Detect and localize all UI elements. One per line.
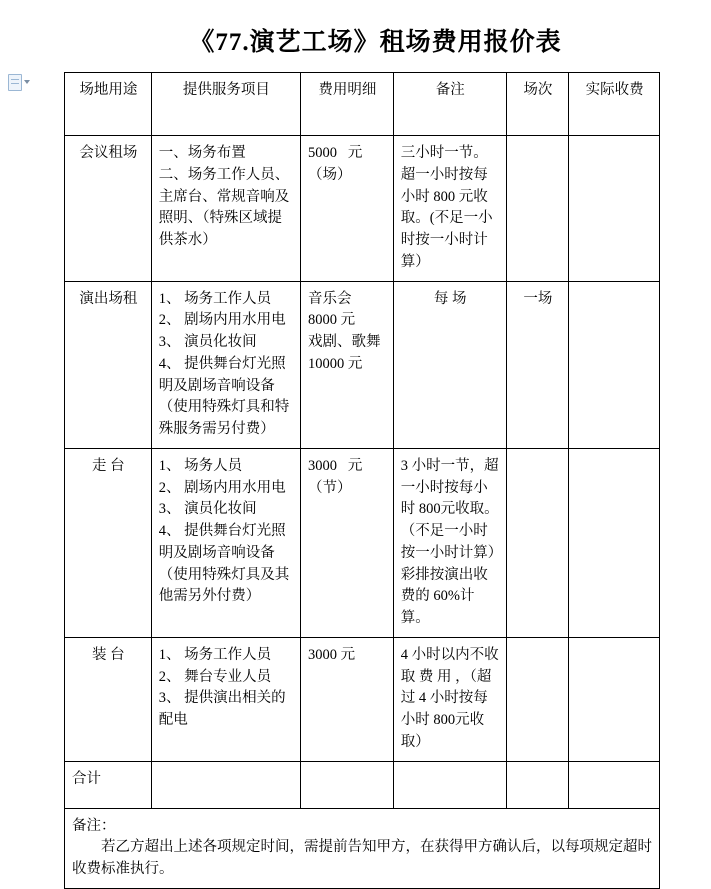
cell-remark (393, 448, 506, 637)
service-line: 2、 舞台专业人员 (158, 668, 272, 685)
cell-services (151, 448, 300, 637)
cell-sessions: 一场 (506, 281, 569, 448)
cell-actual (569, 637, 660, 761)
service-line: 4、 提供舞台灯光照明及剧场音响设备（使用特殊灯具和特殊服务需另付费） (158, 355, 290, 437)
table-row (65, 637, 660, 761)
column-header-services: 提供服务项目 (151, 73, 300, 136)
fee-line: 5000 元 (307, 145, 363, 161)
fee-line: （节） (307, 479, 352, 496)
cell-actual (569, 448, 660, 637)
service-line: 3、 提供演出相关的配电 (158, 690, 286, 728)
fee-line: 戏剧、歌舞 (307, 334, 381, 350)
fee-line: 8000 元 (307, 312, 356, 329)
service-line: 二、场务工作人员、主席台、常规音响及照明、（特殊区域提供茶水） (158, 166, 290, 248)
table-total-row (65, 761, 660, 808)
column-header-sessions: 场次 (506, 73, 569, 136)
page-title: 《77.演艺工场》租场费用报价表 (189, 29, 562, 56)
service-line: 1、 场务工作人员 (158, 290, 272, 307)
cell-sessions (506, 136, 569, 282)
remark-line: 三小时一节。超一小时按每小时 800 元收取。(不足一小时按一小时计算） (400, 145, 493, 270)
table-header-row (65, 73, 660, 136)
total-actual (569, 761, 660, 808)
quote-table (64, 72, 660, 889)
cell-remark (393, 136, 506, 282)
cell-usage: 走 台 (65, 448, 152, 637)
document-outline-icon[interactable] (8, 74, 30, 90)
cell-sessions (506, 637, 569, 761)
column-header-remark: 备注 (393, 73, 506, 136)
cell-sessions (506, 448, 569, 637)
cell-usage: 会议租场 (65, 136, 152, 282)
cell-actual (569, 281, 660, 448)
table-row (65, 136, 660, 282)
total-label: 合计 (65, 761, 152, 808)
service-line: 2、 剧场内用水用电 (158, 479, 286, 496)
service-line: 1、 场务人员 (158, 457, 243, 474)
service-line: 3、 演员化妆间 (158, 501, 257, 518)
service-line: 3、 演员化妆间 (158, 334, 257, 350)
total-sessions (506, 761, 569, 808)
cell-remark (393, 637, 506, 761)
column-header-actual: 实际收费 (569, 73, 660, 136)
service-line: 2、 剧场内用水用电 (158, 312, 286, 329)
footer-note (65, 808, 660, 888)
cell-remark: 每 场 (393, 281, 506, 448)
service-line: 1、 场务工作人员 (158, 646, 272, 663)
fee-line: 3000 元 (307, 646, 356, 663)
cell-fee (300, 448, 393, 637)
remark-line: 3 小时一节，超一小时按每小时 800元收取。（不足一小时按一小时计算）彩排按演出收费的 60%计算。 (400, 457, 499, 626)
cell-services (151, 637, 300, 761)
cell-fee (300, 637, 393, 761)
note-label: 备注： (72, 817, 116, 834)
service-line: 4、 提供舞台灯光照明及剧场音响设备（使用特殊灯具及其他需另外付费） (158, 523, 290, 605)
column-header-usage: 场地用途 (65, 73, 152, 136)
fee-line: 3000 元 (307, 457, 363, 474)
fee-line: 10000 元 (307, 355, 363, 372)
cell-actual (569, 136, 660, 282)
cell-services (151, 136, 300, 282)
service-line: 一、场务布置 (158, 145, 246, 161)
table-row (65, 448, 660, 637)
fee-line: （场） (307, 166, 352, 183)
document-glyph (8, 74, 22, 91)
total-fee (300, 761, 393, 808)
cell-services (151, 281, 300, 448)
table-row (65, 281, 660, 448)
cell-fee (300, 136, 393, 282)
remark-line: 4 小时以内不收 取 费 用 ，（超过 4 小时按每小时 800元收取） (400, 646, 503, 750)
table-note-row (65, 808, 660, 888)
cell-usage: 演出场租 (65, 281, 152, 448)
column-header-fee: 费用明细 (300, 73, 393, 136)
total-services (151, 761, 300, 808)
cell-fee (300, 281, 393, 448)
fee-line: 音乐会 (307, 290, 352, 307)
note-body: 若乙方超出上述各项规定时间，需提前告知甲方，在获得甲方确认后，以每项规定超时收费标准执行。 (72, 839, 652, 877)
total-remark (393, 761, 506, 808)
chevron-down-icon (24, 80, 30, 84)
cell-usage: 装 台 (65, 637, 152, 761)
